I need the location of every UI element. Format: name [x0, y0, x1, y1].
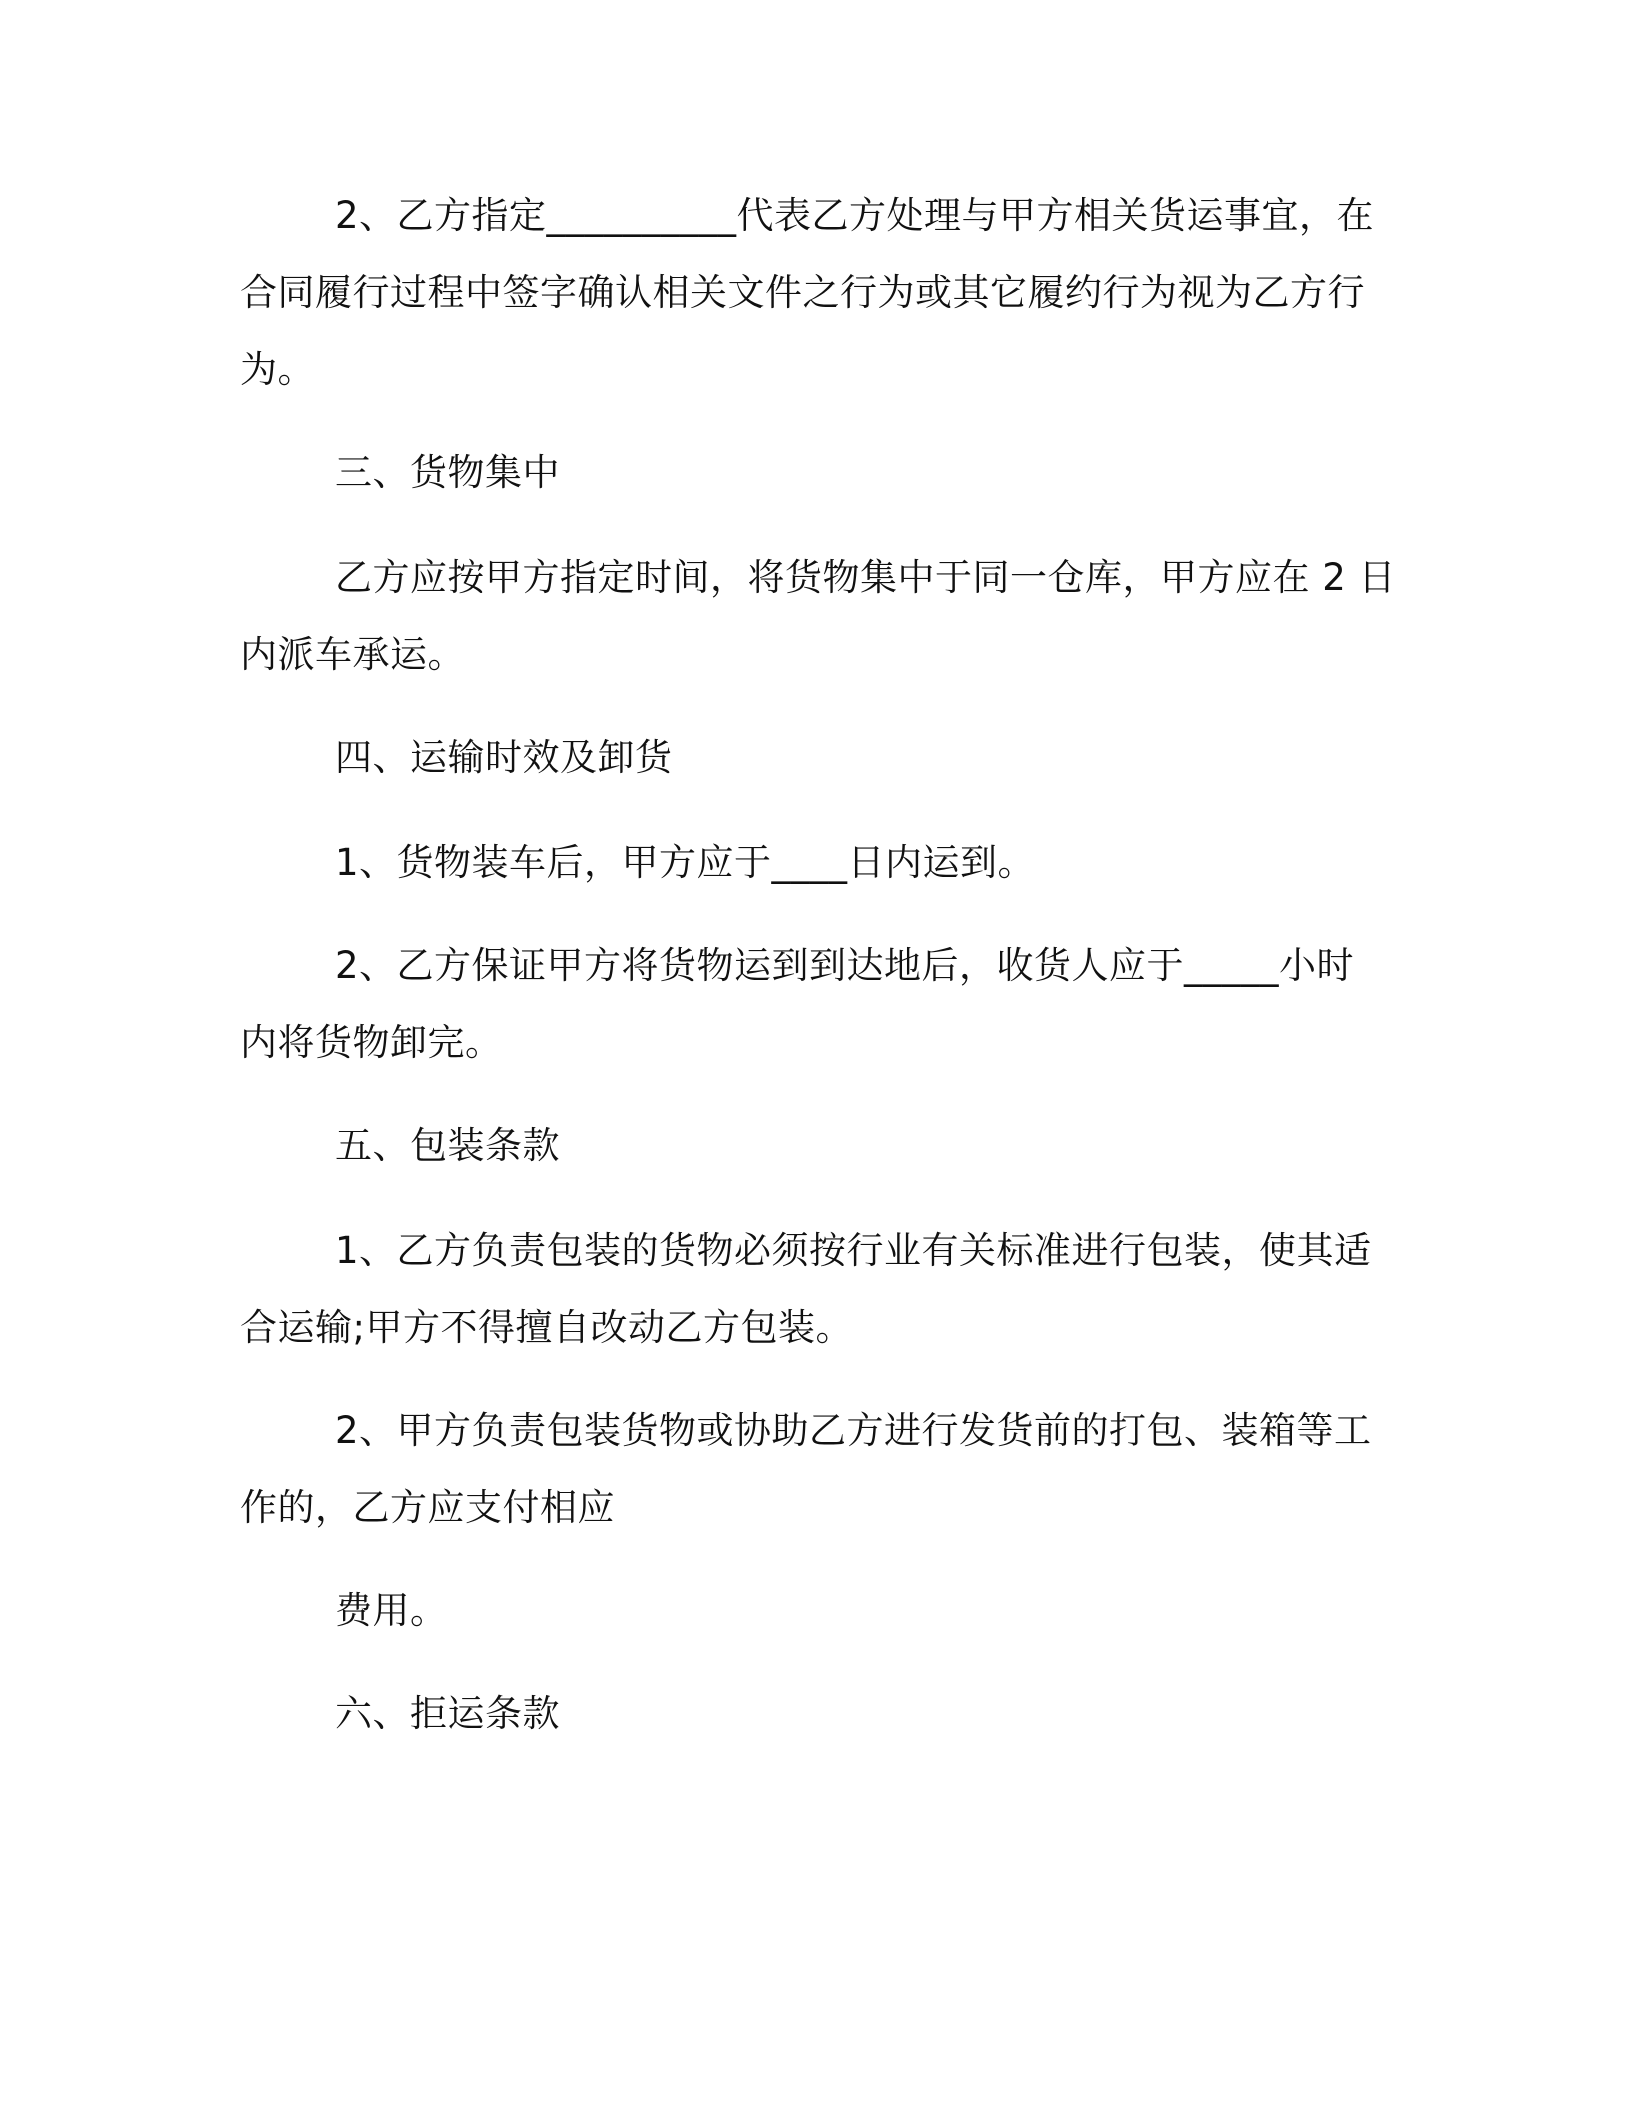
- section-5-clause-1-line-1: 1、乙方负责包装的货物必须按行业有关标准进行包装，使其适: [335, 1229, 1372, 1272]
- section-4-clause-2-line-1: 2、乙方保证甲方将货物运到到达地后，收货人应于_____小时: [335, 944, 1355, 987]
- section-3-paragraph-line-2: 内派车承运。: [240, 633, 465, 676]
- section-6-heading: 六、拒运条款: [335, 1692, 560, 1735]
- section-4-heading: 四、运输时效及卸货: [335, 736, 673, 779]
- clause-2-designated-representative-line-1: 2、乙方指定__________代表乙方处理与甲方相关货运事宜，在: [335, 194, 1375, 237]
- clause-2-designated-representative-line-3: 为。: [240, 348, 315, 391]
- clause-2-designated-representative-line-2: 合同履行过程中签字确认相关文件之行为或其它履约行为视为乙方行: [240, 271, 1365, 314]
- section-5-clause-1-line-2: 合运输;甲方不得擅自改动乙方包装。: [240, 1306, 853, 1349]
- section-4-clause-2-line-2: 内将货物卸完。: [240, 1021, 503, 1064]
- section-5-clause-2-line-2: 作的，乙方应支付相应: [240, 1486, 615, 1529]
- section-4-clause-1: 1、货物装车后，甲方应于____日内运到。: [335, 841, 1036, 884]
- section-3-paragraph-line-1: 乙方应按甲方指定时间，将货物集中于同一仓库，甲方应在 2 日: [335, 556, 1397, 599]
- section-5-clause-2-line-3: 费用。: [335, 1589, 448, 1632]
- section-5-clause-2-line-1: 2、甲方负责包装货物或协助乙方进行发货前的打包、装箱等工: [335, 1409, 1372, 1452]
- section-3-heading: 三、货物集中: [335, 451, 560, 494]
- section-5-heading: 五、包装条款: [335, 1124, 560, 1167]
